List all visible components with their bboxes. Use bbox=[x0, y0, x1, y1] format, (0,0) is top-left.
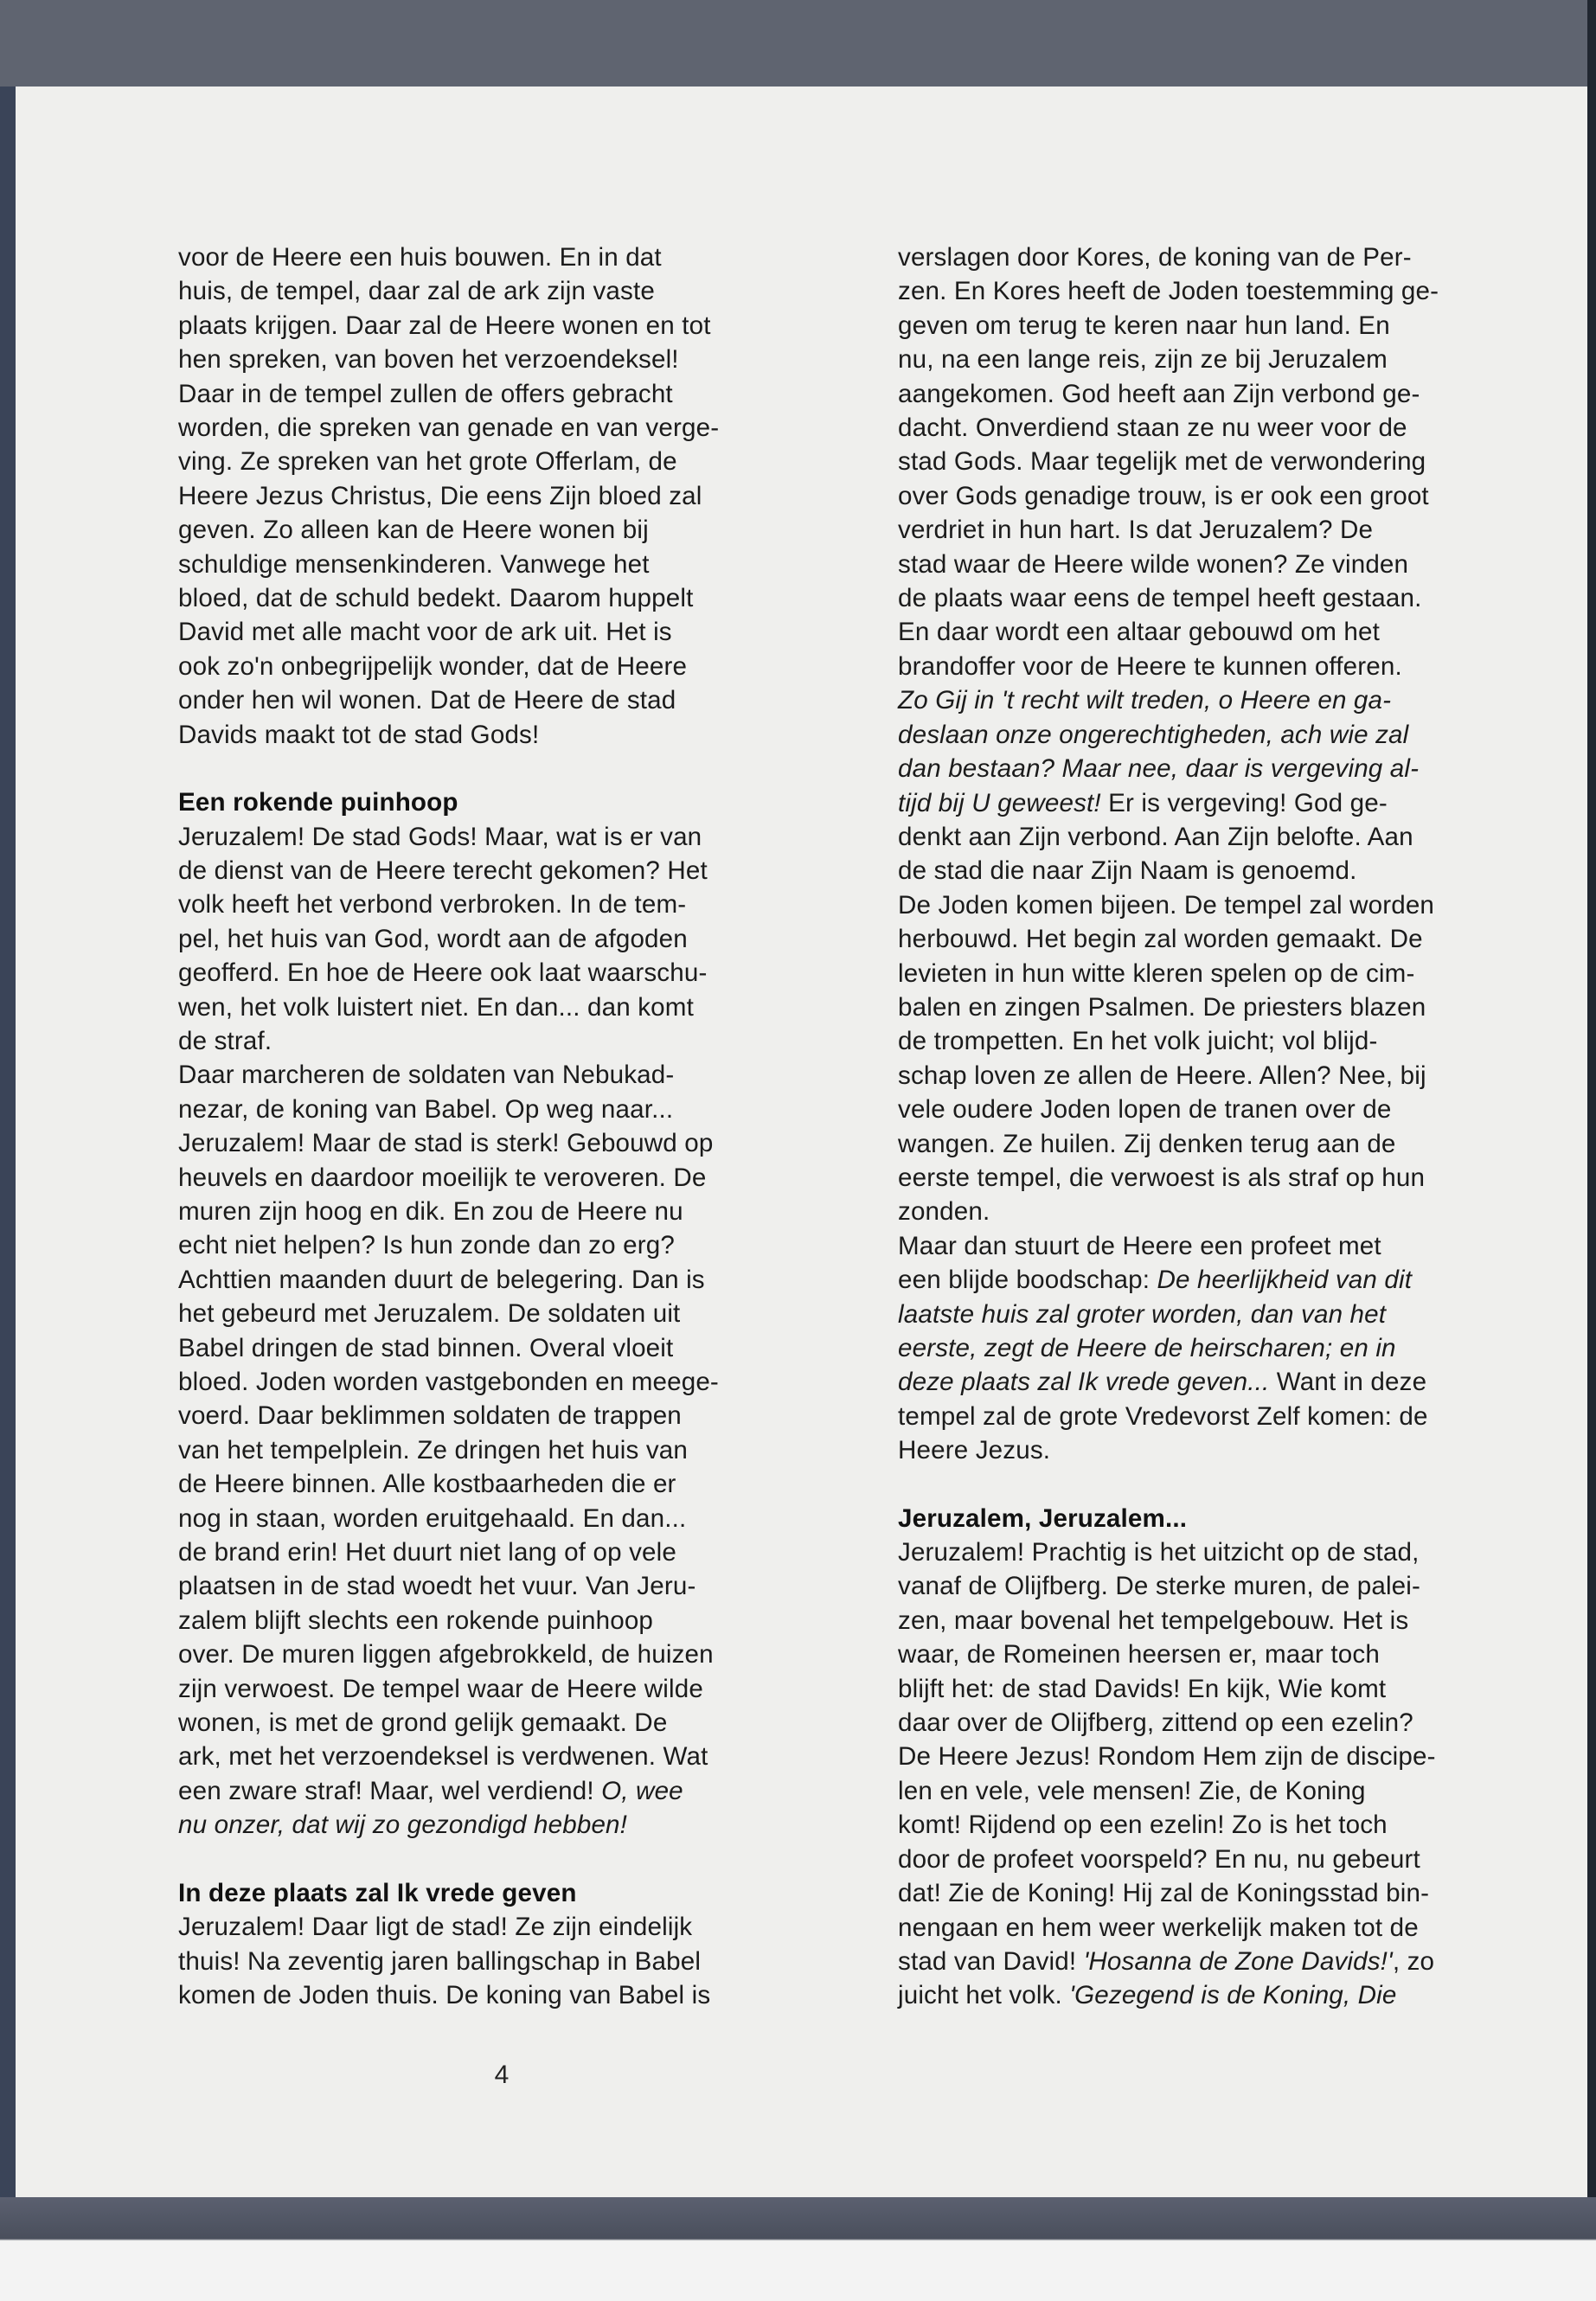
paragraph bbox=[898, 1229, 1529, 1468]
right-text-column bbox=[898, 240, 1529, 2013]
italic-quote: De heerlijkheid van dit laatste huis zal groter worden, dan van het eerste, zegt de Heere de heirscharen; en in deze plaats zal Ik vrede geven... bbox=[898, 1266, 1413, 1397]
paragraph: Jeruzalem! Daar ligt de stad! Ze zijn eindelijk thuis! Na zeventig jaren ballingschap in Babel komen de Joden thuis. De koning van Babel is bbox=[178, 1913, 711, 2009]
section-heading: Een rokende puinhoop bbox=[178, 788, 458, 817]
italic-quote: O, wee nu onzer, dat wij zo gezondigd hebben! bbox=[178, 1776, 683, 1840]
book-spine-edge bbox=[0, 87, 16, 2197]
italic-quote: 'Hosanna de Zone Davids!' bbox=[1083, 1946, 1393, 1976]
paragraph-text: Er is vergeving! God ge- denkt aan Zijn verbond. Aan Zijn belofte. Aan de stad die naar Zijn Naam is genoemd. bbox=[898, 788, 1413, 886]
section-heading: In deze plaats zal Ik vrede geven bbox=[178, 1878, 577, 1907]
paragraph: Jeruzalem! De stad Gods! Maar, wat is er van de dienst van de Heere terecht gekomen? Het volk heeft het verbond verbroken. In de tem- pel, het huis van God, wordt aan de afgoden geofferd. En hoe de Heere ook laat waarschu- wen, het volk luistert niet. En dan... dan komt de straf. bbox=[178, 822, 708, 1055]
book-cover-edge bbox=[1587, 0, 1596, 2301]
paragraph bbox=[898, 240, 1529, 888]
page-number: 4 bbox=[494, 2061, 510, 2089]
paragraph-text: verslagen door Kores, de koning van de Per- zen. En Kores heeft de Joden toestemming ge- geven om terug te keren naar hun land. En nu, na een lange reis, zijn ze bij Jeruzalem aangekomen. God heeft aan Zijn verbond ge- dacht. Onverdiend staan ze nu weer voor de stad Gods. Maar tegelijk met de verwondering over Gods genadige trouw, is er ook een groot verdriet in hun hart. Is dat Jeruzalem? De stad waar de Heere wilde wonen? Ze vinden de plaats waar eens de tempel heeft gestaan. En daar wordt een altaar gebouwd om het brandoffer voor de Heere te kunnen offeren. bbox=[898, 243, 1439, 681]
paragraph: voor de Heere een huis bouwen. En in dat huis, de tempel, daar zal de ark zijn vaste plaats krijgen. Daar zal de Heere wonen en tot hen spreken, van boven het verzoendeksel! Daar in de tempel zullen de offers gebracht worden, die spreken van genade en van verge- ving. Ze spreken van het grote Offerlam, de Heere Jezus Christus, Die eens Zijn bloed zal geven. Zo alleen kan de Heere wonen bij schuldige mensenkinderen. Vanwege het bloed, dat de schuld bedekt. Daarom huppelt David met alle macht voor de ark uit. Het is ook zo'n onbegrijpelijk wonder, dat de Heere onder hen wil wonen. Dat de Heere de stad Davids maakt tot de stad Gods! bbox=[178, 243, 720, 749]
paragraph-text: Jeruzalem! Prachtig is het uitzicht op de stad, vanaf de Olijfberg. De sterke muren, de palei- zen, maar bovenal het tempelgebouw. Het is waar, de Romeinen heersen er, maar toch blijft het: de stad Davids! En kijk, Wie komt daar over de Olijfberg, zittend op een ezelin? De Heere Jezus! Rondom Hem zijn de discipe- len en vele, vele mensen! Zie, de Koning komt! Rijdend op een ezelin! Zo is het toch door de profeet voorspeld? En nu, nu gebeurt dat! Zie de Koning! Hij zal de Koningsstad bin- nengaan en hem weer werkelijk maken tot de stad van David! bbox=[898, 1538, 1436, 1976]
left-text-column bbox=[178, 240, 823, 2012]
italic-quote: 'Gezegend is de Koning, Die bbox=[1069, 1981, 1397, 2010]
book-bottom-edge bbox=[0, 2197, 1596, 2301]
paragraph-text: , zo juicht het volk. bbox=[898, 1946, 1435, 2010]
paragraph-text: Want in deze tempel zal de grote Vredevorst Zelf komen: de Heere Jezus. bbox=[898, 1368, 1428, 1465]
paragraph-text: Maar dan stuurt de Heere een profeet met een blijde boodschap: bbox=[898, 1231, 1381, 1295]
paragraph bbox=[178, 1058, 823, 1842]
paragraph-text: Daar marcheren de soldaten van Nebukad- nezar, de koning van Babel. Op weg naar... Jeruzalem! Maar de stad is sterk! Gebouwd op heuvels en daardoor moeilijk te veroveren. De muren zijn hoog en dik. En zou de Heere nu echt niet helpen? Is hun zonde dan zo erg? Achttien maanden duurt de belegering. Dan is het gebeurd met Jeruzalem. De soldaten uit Babel dringen de stad binnen. Overal vloeit bloed. Joden worden vastgebonden en meege- voerd. Daar beklimmen soldaten de trappen van het tempelplein. Ze dringen het huis van de Heere binnen. Alle kostbaarheden die er nog in staan, worden eruitgehaald. En dan... de brand erin! Het duurt niet lang of op vele plaatsen in de stad woedt het vuur. Van Jeru- zalem blijft slechts een rokende puinhoop over. De muren liggen afgebrokkeld, de huizen zijn verwoest. De tempel waar de Heere wilde wonen, is met de grond gelijk gemaakt. De ark, met het verzoendeksel is verdwenen. Wat een zware straf! Maar, wel verdiend! bbox=[178, 1061, 719, 1805]
paragraph: De Joden komen bijeen. De tempel zal worden herbouwd. Het begin zal worden gemaakt. De levieten in hun witte kleren spelen op de cim- balen en zingen Psalmen. De priesters blazen de trompetten. En het volk juicht; vol blijd- schap loven ze allen de Heere. Allen? Nee, bij vele oudere Joden lopen de tranen over de wangen. Ze huilen. Zij denken terug aan de eerste tempel, die verwoest is als straf op hun zonden. bbox=[898, 890, 1435, 1227]
italic-quote: Zo Gij in 't recht wilt treden, o Heere en ga- deslaan onze ongerechtigheden, ach wie zal dan bestaan? Maar nee, daar is vergeving al- tijd bij U geweest! bbox=[898, 686, 1420, 817]
paragraph bbox=[898, 1535, 1529, 2013]
section-heading: Jeruzalem, Jeruzalem... bbox=[898, 1503, 1188, 1533]
